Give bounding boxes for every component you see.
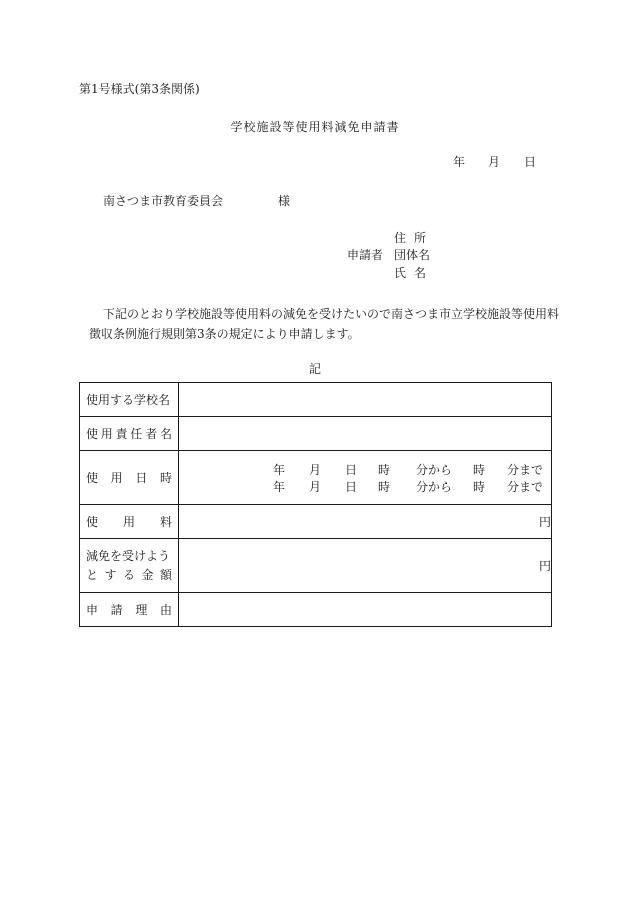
datetime-unit: 時 [473, 462, 486, 477]
reason-field[interactable] [179, 593, 552, 627]
datetime-label-text [86, 469, 178, 486]
date-day-unit: 日 [524, 155, 537, 169]
fee-label [80, 505, 179, 539]
responsible-field[interactable] [179, 417, 552, 451]
school-field[interactable] [179, 383, 552, 417]
datetime-unit: 月 [309, 479, 322, 494]
datetime-unit: 分から [416, 462, 453, 477]
body-line-1: 下記のとおり学校施設等使用料の減免を受けたいので南さつま市立学校施設等使用料 [103, 307, 560, 321]
label-char: 使 [86, 427, 99, 441]
school-label: 使用する学校名 [80, 383, 179, 417]
table-row [80, 383, 552, 417]
label-char: 時 [159, 471, 172, 485]
label-char: 者 [145, 427, 158, 441]
label-char: 金 [141, 567, 154, 582]
ki-heading: 記 [308, 362, 321, 376]
fee-field[interactable] [179, 505, 552, 539]
reduction-label-line-1: 減免を受けよう [86, 548, 171, 563]
reduction-field[interactable] [179, 539, 552, 593]
label-char: 使 [86, 471, 99, 485]
reason-label [80, 593, 179, 627]
label-char: 使 [86, 515, 99, 529]
label-char: 用 [122, 515, 135, 529]
datetime-unit: 時 [378, 479, 391, 494]
reduction-label-line-2 [86, 566, 178, 585]
datetime-unit: 時 [473, 479, 486, 494]
responsible-label [80, 417, 179, 451]
body-line-2: 徴収条例施行規則第3条の規定により申請します。 [89, 327, 360, 341]
label-char: 名 [159, 427, 172, 441]
datetime-unit: 分まで [507, 479, 544, 494]
datetime-line-1 [179, 461, 551, 478]
addressee: 南さつま市教育委員会 [103, 194, 224, 208]
label-char: 理 [135, 603, 148, 617]
label-char: 由 [159, 603, 172, 617]
applicant-label: 申請者 [347, 248, 384, 262]
label-char: 用 [100, 427, 113, 441]
reason-label-text [86, 601, 178, 618]
label-char: と [86, 567, 99, 582]
applicant-name-label: 氏名 [394, 266, 435, 280]
datetime-unit: 年 [273, 479, 286, 494]
applicant-address-label: 住所 [394, 231, 435, 245]
datetime-unit: 月 [309, 462, 322, 477]
label-char: 請 [110, 603, 123, 617]
datetime-unit: 分から [416, 479, 453, 494]
label-char: 料 [159, 515, 172, 529]
datetime-label [80, 451, 179, 505]
label-char: 責 [115, 427, 128, 441]
datetime-unit: 日 [345, 462, 358, 477]
datetime-unit: 分まで [507, 462, 544, 477]
table-row [80, 593, 552, 627]
datetime-unit: 時 [378, 462, 391, 477]
table-row [80, 417, 552, 451]
form-number: 第1号様式(第3条関係) [79, 82, 200, 96]
reduction-yen-unit: 円 [538, 559, 551, 573]
date-month-unit: 月 [488, 155, 501, 169]
table-row [80, 505, 552, 539]
datetime-field[interactable] [179, 451, 552, 505]
responsible-label-text [86, 425, 178, 442]
datetime-unit: 日 [345, 479, 358, 494]
datetime-line-2 [179, 478, 551, 495]
label-char: 申 [86, 603, 99, 617]
body-text [89, 304, 563, 344]
label-char: す [104, 567, 117, 582]
honorific: 様 [278, 194, 291, 208]
label-char: 日 [135, 471, 148, 485]
table-row [80, 451, 552, 505]
date-year-unit: 年 [453, 155, 466, 169]
label-char: 額 [159, 567, 172, 582]
reduction-label [80, 539, 179, 593]
document-title: 学校施設等使用料減免申請書 [230, 120, 400, 134]
fee-label-text [86, 513, 178, 530]
datetime-unit: 年 [273, 462, 286, 477]
application-table [79, 382, 552, 627]
label-char: る [122, 567, 135, 582]
label-char: 任 [130, 427, 143, 441]
applicant-group-label: 団体名 [394, 248, 431, 262]
fee-yen-unit: 円 [538, 515, 551, 529]
label-char: 用 [110, 471, 123, 485]
table-row [80, 539, 552, 593]
